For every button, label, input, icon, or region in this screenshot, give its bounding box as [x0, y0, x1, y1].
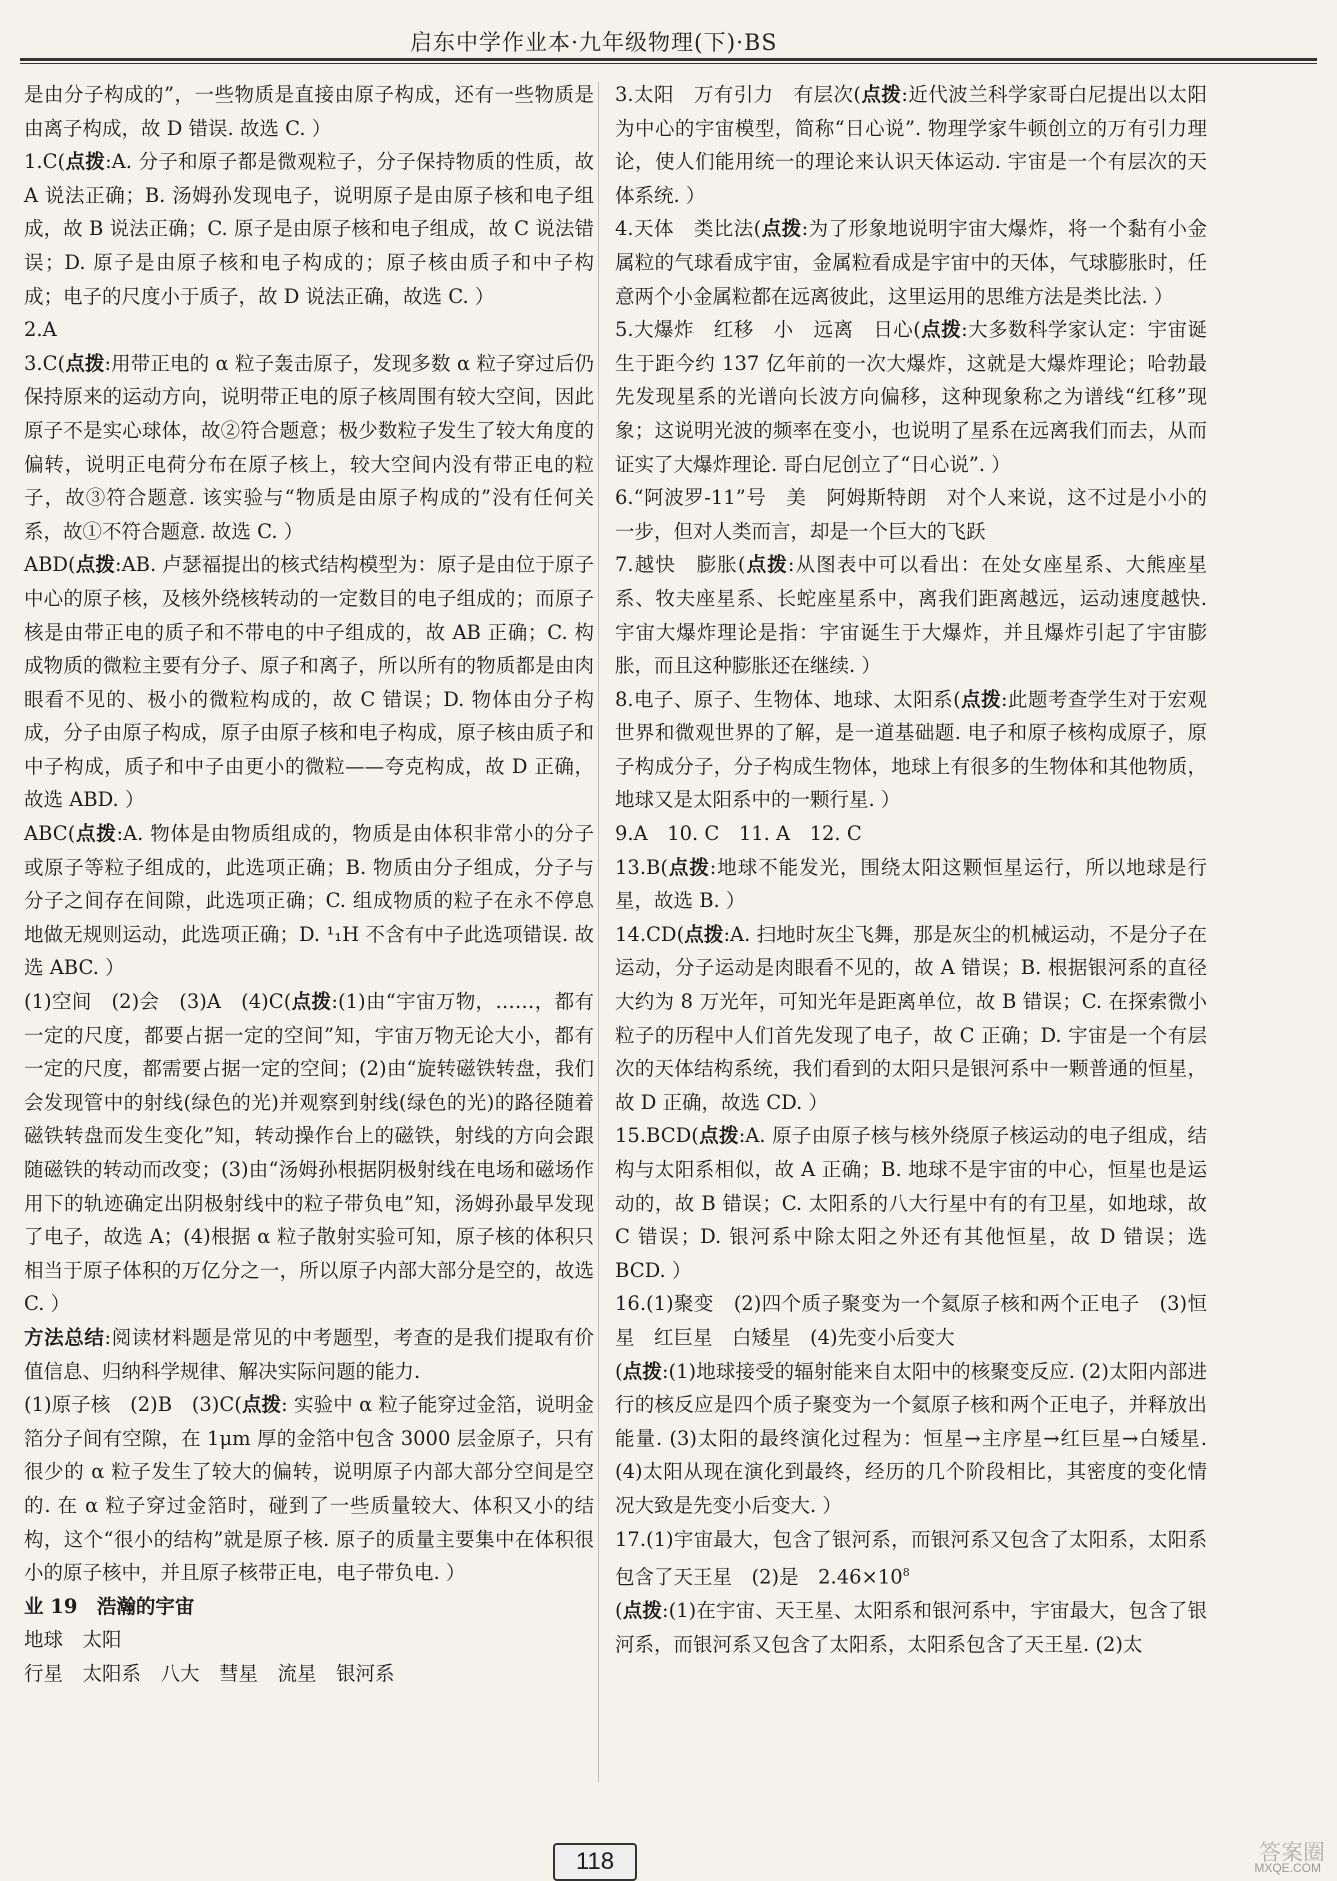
section-heading: 业 19 浩瀚的宇宙	[24, 1594, 195, 1618]
item-answer: (1)空间 (2)会 (3)A (4)C(	[24, 990, 292, 1014]
item-explanation: :用带正电的 α 粒子轰击原子，发现多数 α 粒子穿过后仍保持原来的运动方向，说明带正电的原子核周围有较大空间，因此原子不是实心球体，故②符合题意；极少数粒子发生了较大角度的偏转，说明正电荷分布在原子核上，较大空间内没有带正电的粒子，故③符合题意. 该实验与“物质是由原子构成的”没有任何关系，故①不符合题意. 故选 C. ）	[24, 351, 594, 543]
right-column	[615, 78, 1207, 1661]
answer-item	[615, 683, 1207, 817]
item-answer: 越快 膨胀(	[633, 553, 746, 577]
item-explanation: :近代波兰科学家哥白尼提出以太阳为中心的宇宙模型，简称“日心说”. 物理学家牛顿创立的万有引力理论，使人们能用统一的理论来认识天体运动. 宇宙是一个有层次的天体系统. ）	[615, 83, 1207, 207]
hint-label: 点拨	[75, 822, 117, 846]
item-explanation: :(1)由“宇宙万物，……，都有一定的尺度，都要占据一定的空间”知，宇宙万物无论大小，都有一定的尺度，都需要占据一定的空间；(2)由“旋转磁铁转盘，我们会发现管中的射线(绿色的光)并观察到射线(绿色的光)的路径随着磁铁转盘而发生变化”知，转动操作台上的磁铁，射线的方向会跟随磁铁的转动而改变；(3)由“汤姆孙根据阴极射线在电场和磁场作用下的轨迹确定出阴极射线中的粒子带负电”知，汤姆孙最早发现了电子，故选 A；(4)根据 α 粒子散射实验可知，原子核的体积只相当于原子体积的万亿分之一，所以原子内部大部分是空的，故选 C. ）	[24, 990, 594, 1316]
item-number: 9.	[615, 822, 634, 846]
answer-item	[24, 1388, 594, 1590]
answer-item	[24, 313, 594, 347]
item-answer: 大爆炸 红移 小 远离 日心(	[633, 318, 921, 342]
answer-item	[615, 851, 1207, 918]
header-rule	[20, 58, 1317, 61]
hint-label: 点拨	[75, 553, 116, 577]
item-number: 17.	[615, 1527, 647, 1551]
hint-label: 点拨	[861, 83, 902, 106]
answer-item	[24, 548, 594, 817]
item-number: 2.	[24, 318, 43, 342]
answer-item	[24, 817, 594, 985]
header-rule-thin	[20, 63, 1317, 64]
item-explanation: :大多数科学家认定：宇宙诞生于距今约 137 亿年前的一次大爆炸，这就是大爆炸理论；哈勃最先发现星系的光谱向长波方向偏移，这种现象称之为谱线“红移”现象；这说明光波的频率在变小，也说明了星系在远离我们而去，从而证实了大爆炸理论. 哥白尼创立了“日心说”. ）	[615, 318, 1207, 476]
watermark-url: MXQE.COM	[1254, 1861, 1321, 1875]
item-explanation: :A. 原子由原子核与核外绕原子核运动的电子组成，结构与太阳系相似，故 A 正确；B. 地球不是宇宙的中心，恒星也是运动的，故 B 错误；C. 太阳系的八大行星中有的有卫星，如地球，故 C 错误；D. 银河系中除太阳之外还有其他恒星，故 D 错误；选 BCD. ）	[615, 1124, 1207, 1282]
answer-item	[615, 548, 1207, 682]
hint-label: 点拨	[745, 553, 788, 577]
section-answer-line: 地球 太阳	[24, 1628, 122, 1652]
hint-label: 点拨	[65, 150, 106, 174]
item-answer: ABC(	[24, 822, 76, 846]
item-explanation: :A. 分子和原子都是微观粒子，分子保持物质的性质，故 A 说法正确；B. 汤姆孙发现电子，说明原子是由原子核和电子组成，故 B 说法正确；C. 原子是由原子核和电子组成，故 C 说法错误；D. 原子是由原子核和电子构成的；原子核由质子和中子构成；电子的尺度小于质子，故 D 说法正确，故选 C. ）	[24, 150, 594, 308]
hint-label: 点拨	[960, 687, 1002, 711]
item-explanation: :A. 扫地时灰尘飞舞，那是灰尘的机械运动，不是分子在运动，分子运动是肉眼看不见的，故 A 错误；B. 根据银河系的直径大约为 8 万光年，可知光年是距离单位，故 B 错误；C. 在探索微小粒子的历程中人们首先发现了电子，故 C 正确；D. 宇宙是一个有层次的天体结构系统，我们看到的太阳只是银河系中一颗普通的恒星，故 D 正确，故选 CD. ）	[615, 922, 1207, 1114]
item-number: 16.	[615, 1292, 647, 1316]
answer-item	[24, 347, 594, 549]
answer-item	[615, 1523, 1207, 1595]
item-explanation: :AB. 卢瑟福提出的核式结构模型为：原子是由位于原子中心的原子核，及核外绕核转动的一定数目的电子组成的；而原子核是由带正电的质子和不带电的中子组成的，故 AB 正确；C. 构成物质的微粒主要有分子、原子和离子，所以所有的物质都是由肉眼看不见的、极小的微粒构成的，故 C 错误；D. 物体由分子构成，分子由原子构成，原子由原子核和电子构成，原子核由质子和中子构成，质子和中子由更小的微粒——夸克构成，故 D 正确，故选 ABD. ）	[24, 553, 594, 812]
item-explanation: :为了形象地说明宇宙大爆炸，将一个黏有小金属粒的气球看成宇宙，金属粒看成是宇宙中的天体，气球膨胀时，任意两个小金属粒都在远离彼此，这里运用的思维方法是类比法. ）	[615, 217, 1207, 308]
item-number: 14.	[615, 922, 647, 946]
item-answer: B(	[646, 855, 668, 879]
left-column	[24, 78, 594, 1691]
hint-label: 点拨	[291, 990, 332, 1014]
watermark-logo: 答案圈	[1258, 1840, 1325, 1865]
hint-label: 点拨	[241, 1393, 282, 1417]
item-number: 15.	[615, 1124, 647, 1148]
hint-label: 方法总结	[24, 1325, 105, 1349]
item-explanation: :从图表中可以看出：在处女座星系、大熊座星系、牧夫座星系、长蛇座星系中，离我们距离越远，运动速度越快. 宇宙大爆炸理论是指：宇宙诞生于大爆炸，并且爆炸引起了宇宙膨胀，而且这种膨胀还在继续. ）	[615, 553, 1207, 678]
answer-item	[24, 1321, 594, 1388]
item-answer: (	[615, 1599, 623, 1623]
hint-label: 点拨	[698, 1124, 739, 1148]
item-number: 13.	[615, 855, 647, 879]
answer-item	[615, 481, 1207, 548]
answer-item	[24, 78, 594, 145]
item-explanation: : 实验中 α 粒子能穿过金箔，说明金箔分子间有空隙，在 1μm 厚的金箔中包含 3000 层金原子，只有很少的 α 粒子发生了较大的偏转，说明原子内部大部分空间是空的. 在 α 粒子穿过金箔时，碰到了一些质量较大、体积又小的结构，这个“很小的结构”就是原子核. 原子的质量主要集中在体积很小的原子核中，并且原子核带正电，电子带负电. ）	[24, 1393, 594, 1585]
item-number: 3.	[24, 351, 43, 375]
item-answer: C(	[42, 150, 66, 174]
item-number: 4.	[615, 217, 634, 241]
answer-item	[615, 817, 1207, 851]
item-explanation: :阅读材料题是常见的中考题型，考查的是我们提取有价值信息、归纳科学规律、解决实际问题的能力.	[24, 1325, 594, 1383]
answer-item	[615, 1594, 1207, 1661]
item-superscript: 8	[902, 1566, 910, 1580]
hint-label: 点拨	[667, 855, 710, 879]
answer-item	[615, 212, 1207, 313]
item-explanation: :地球不能发光，围绕太阳这颗恒星运行，所以地球是行星，故选 B. ）	[615, 855, 1207, 913]
answer-item	[24, 985, 594, 1321]
item-answer: (	[615, 1359, 623, 1383]
hint-label: 点拨	[920, 318, 962, 342]
item-number: 8.	[615, 687, 634, 711]
answer-item	[615, 78, 1207, 212]
item-answer: 天体 类比法(	[633, 217, 762, 241]
page-header	[0, 0, 1337, 62]
section-answer-line: 行星 太阳系 八大 彗星 流星 银河系	[24, 1661, 395, 1685]
page-number: 118	[553, 1843, 637, 1881]
hint-label: 点拨	[684, 922, 724, 946]
item-explanation: :(1)地球接受的辐射能来自太阳中的核聚变反应. (2)太阳内部进行的核反应是四个质子聚变为一个氦原子核和两个正电子，并释放出能量. (3)太阳的最终演化过程为：恒星→主序星→红巨星→白矮星. (4)太阳从现在演化到最终，经历的几个阶段相比，其密度的变化情况大致是先变小后变大. ）	[615, 1359, 1207, 1517]
item-explanation: :A. 物体是由物质组成的，物质是由体积非常小的分子或原子等粒子组成的，此选项正确；B. 物质由分子组成，分子与分子之间存在间隙，此选项正确；C. 组成物质的粒子在永不停息地做无规则运动，此选项正确；D. ¹₁H 不含有中子此选项错误. 故选 ABC. ）	[24, 822, 594, 980]
column-divider	[598, 82, 599, 1782]
hint-label: 点拨	[622, 1359, 662, 1383]
item-answer: 太阳 万有引力 有层次(	[633, 83, 861, 106]
item-answer: BCD(	[646, 1124, 699, 1148]
answer-item	[615, 1287, 1207, 1354]
item-answer: (1)原子核 (2)B (3)C(	[24, 1393, 242, 1417]
hint-label: 点拨	[761, 217, 802, 241]
item-explanation: :(1)在宇宙、天王星、太阳系和银河系中，宇宙最大，包含了银河系，而银河系又包含了太阳系，太阳系包含了天王星. (2)太	[615, 1599, 1207, 1656]
item-answer: “阿波罗-11”号 美 阿姆斯特朗 对个人来说，这不过是小小的一步，但对人类而言，却是一个巨大的飞跃	[615, 486, 1207, 543]
answer-item	[615, 1119, 1207, 1287]
header-title: 启东中学作业本·九年级物理(下)·BS	[410, 31, 778, 56]
answer-item	[24, 145, 594, 313]
item-answer: CD(	[646, 922, 685, 946]
item-number: 7.	[615, 553, 634, 577]
item-explanation: :此题考查学生对于宏观世界和微观世界的了解，是一道基础题. 电子和原子核构成原子，原子构成分子，分子构成生物体，地球上有很多的生物体和其他物质，地球又是太阳系中的一颗行星. ）	[615, 687, 1207, 812]
item-answer: A 10. C 11. A 12. C	[633, 822, 862, 846]
item-answer: (1)聚变 (2)四个质子聚变为一个氦原子核和两个正电子 (3)恒星 红巨星 白矮星 (4)先变小后变大	[615, 1292, 1207, 1349]
item-answer: (1)宇宙最大，包含了银河系，而银河系又包含了太阳系，太阳系包含了天王星 (2)是 2.46×10	[615, 1527, 1207, 1589]
item-number: 5.	[615, 318, 634, 342]
item-number: 1.	[24, 150, 43, 174]
item-number: 3.	[615, 83, 634, 106]
item-number: 6.	[615, 486, 634, 510]
item-answer: A	[42, 318, 57, 342]
answer-item	[615, 918, 1207, 1120]
item-answer: C(	[42, 351, 66, 375]
hint-label: 点拨	[65, 351, 105, 375]
item-answer: 电子、原子、生物体、地球、太阳系(	[633, 687, 961, 711]
hint-label: 点拨	[622, 1599, 663, 1623]
answer-item	[615, 1355, 1207, 1523]
item-answer: ABD(	[24, 553, 76, 577]
item-answer: 是由分子构成的”，一些物质是直接由原子构成，还有一些物质是由离子构成，故 D 错误. 故选 C. ）	[24, 83, 594, 140]
answer-item	[615, 313, 1207, 481]
